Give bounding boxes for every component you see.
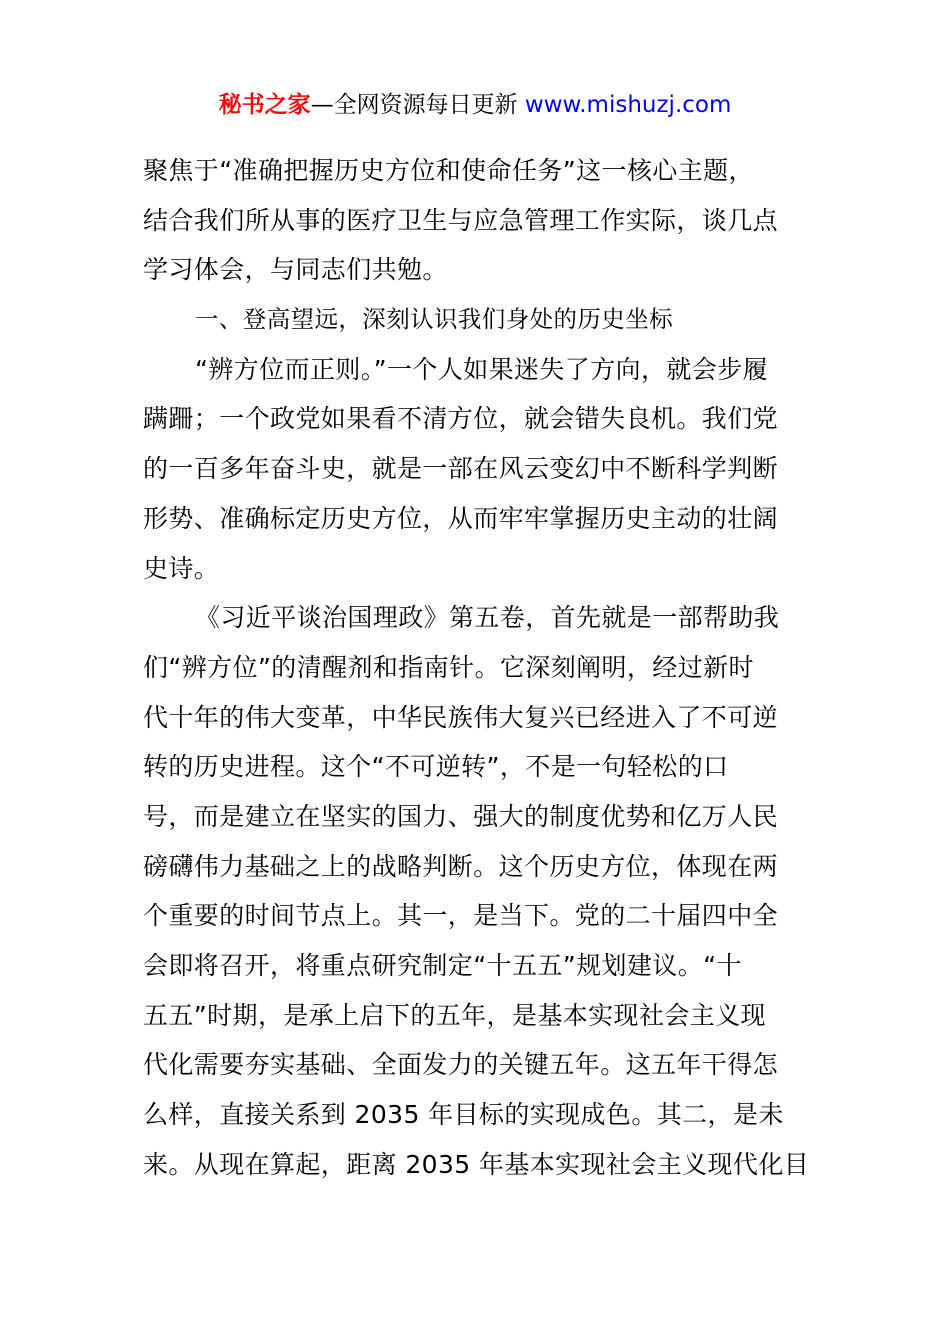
article-body bbox=[143, 146, 810, 1189]
paragraph-line: 么样，直接关系到 2035 年目标的实现成色。其二，是未 bbox=[143, 1100, 784, 1130]
paragraph-line: 来。从现在算起，距离 2035 年基本实现社会主义现代化目 bbox=[143, 1149, 810, 1179]
paragraph-line: 的一百多年奋斗史，就是一部在风云变幻中不断科学判断 bbox=[143, 454, 779, 484]
brand-name: 秘书之家 bbox=[218, 92, 311, 118]
paragraph-line: 形势、准确标定历史方位，从而牢牢掌握历史主动的壮阔 bbox=[143, 503, 779, 533]
paragraph-line: 学习体会，与同志们共勉。 bbox=[143, 255, 448, 285]
website-link[interactable]: www.mishuzj.com bbox=[524, 92, 732, 118]
paragraph-line: 个重要的时间节点上。其一，是当下。党的二十届四中全 bbox=[143, 901, 779, 931]
paragraph-line: “辨方位而正则。”一个人如果迷失了方向，就会步履 bbox=[195, 354, 769, 384]
paragraph-line: 代化需要夯实基础、全面发力的关键五年。这五年干得怎 bbox=[143, 1050, 779, 1080]
paragraph-line: 《习近平谈治国理政》第五卷，首先就是一部帮助我 bbox=[195, 603, 780, 633]
header-tagline: —全网资源每日更新 bbox=[310, 92, 525, 118]
paragraph-line: 会即将召开，将重点研究制定“十五五”规划建议。“十 bbox=[143, 951, 742, 980]
paragraph-line: 聚焦于“准确把握历史方位和使命任务”这一核心主题， bbox=[143, 156, 754, 185]
paragraph-line: 们“辨方位”的清醒剂和指南针。它深刻阐明，经过新时 bbox=[143, 652, 754, 682]
paragraph-line: 结合我们所从事的医疗卫生与应急管理工作实际，谈几点 bbox=[143, 205, 779, 235]
paragraph-line: 转的历史进程。这个“不可逆转”，不是一句轻松的口 bbox=[143, 752, 729, 782]
paragraph-line: 史诗。 bbox=[143, 553, 220, 583]
section-heading: 一、登高望远，深刻认识我们身处的历史坐标 bbox=[195, 305, 673, 334]
paragraph-line: 号，而是建立在坚实的国力、强大的制度优势和亿万人民 bbox=[143, 801, 779, 831]
paragraph-line: 蹒跚；一个政党如果看不清方位，就会错失良机。我们党 bbox=[143, 404, 779, 434]
page-header bbox=[0, 88, 950, 122]
paragraph-line: 五五”时期，是承上启下的五年，是基本实现社会主义现 bbox=[143, 1000, 766, 1030]
paragraph-line: 代十年的伟大变革，中华民族伟大复兴已经进入了不可逆 bbox=[143, 702, 779, 732]
paragraph-line: 磅礴伟力基础之上的战略判断。这个历史方位，体现在两 bbox=[143, 851, 779, 881]
